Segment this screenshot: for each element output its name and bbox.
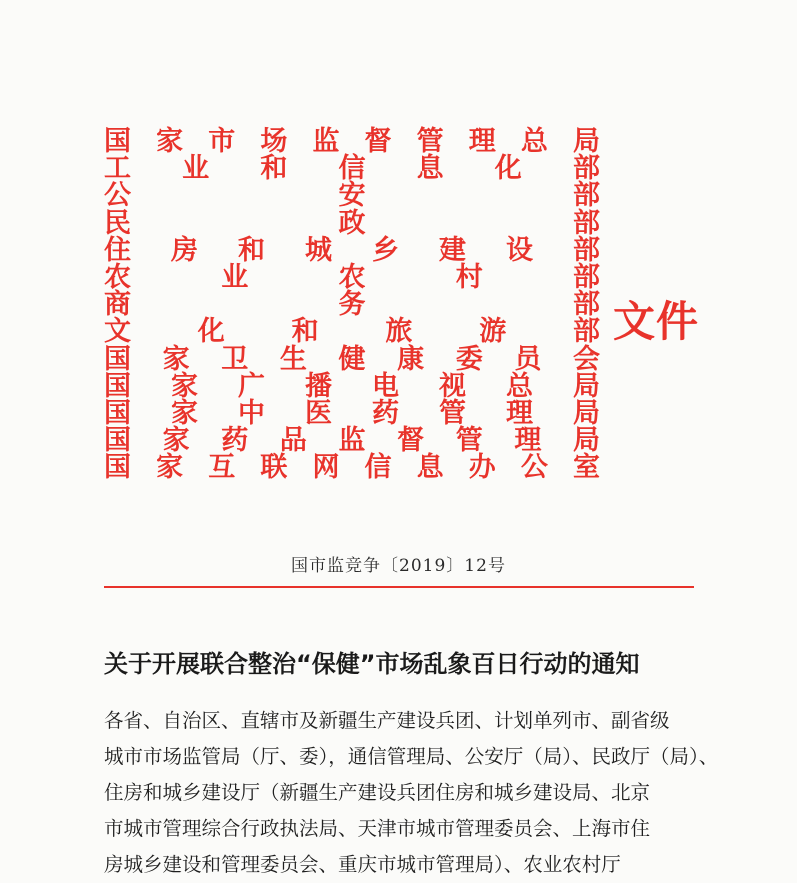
body-line: 各省、自治区、直辖市及新疆生产建设兵团、计划单列市、副省级 bbox=[104, 709, 670, 732]
issuer-row: 国 家 卫 生 健 康 委 员 会 bbox=[104, 343, 600, 375]
issuer-row: 公 安 部 bbox=[104, 180, 600, 212]
issuer-row: 商 务 部 bbox=[104, 289, 600, 321]
issuer-row: 国 家 市 场 监 督 管 理 总 局 bbox=[104, 126, 600, 158]
body-line: 住房和城乡建设厅（新疆生产建设兵团住房和城乡建设局、北京 bbox=[104, 781, 651, 804]
issuer-row: 国 家 药 品 监 督 管 理 局 bbox=[104, 425, 600, 457]
document-title: 关于开展联合整治“保健”市场乱象百日行动的通知 bbox=[104, 650, 640, 678]
issuer-row: 农 业 农 村 部 bbox=[104, 262, 600, 294]
document-number: 国市监竞争〔2019〕12号 bbox=[291, 556, 506, 576]
document-type-label: 文件 bbox=[613, 297, 700, 346]
issuer-row: 国 家 中 医 药 管 理 局 bbox=[104, 397, 600, 429]
body-line: 城市市场监管局（厅、委），通信管理局、公安厅（局）、民政厅（局）、 bbox=[104, 745, 719, 768]
issuer-row: 民 政 部 bbox=[104, 207, 600, 239]
body-line: 房城乡建设和管理委员会、重庆市城市管理局）、农业农村厅 bbox=[104, 853, 621, 876]
issuer-row: 国 家 广 播 电 视 总 局 bbox=[104, 370, 600, 402]
issuing-authorities bbox=[104, 126, 600, 484]
issuer-row: 文 化 和 旅 游 部 bbox=[104, 316, 600, 348]
issuer-row: 国 家 互 联 网 信 息 办 公 室 bbox=[104, 452, 600, 484]
red-divider-line bbox=[104, 586, 694, 588]
issuer-row: 工 业 和 信 息 化 部 bbox=[104, 153, 600, 185]
issuer-row: 住 房 和 城 乡 建 设 部 bbox=[104, 234, 600, 266]
body-line: 市城市管理综合行政执法局、天津市城市管理委员会、上海市住 bbox=[104, 817, 651, 840]
document-body bbox=[104, 703, 719, 883]
